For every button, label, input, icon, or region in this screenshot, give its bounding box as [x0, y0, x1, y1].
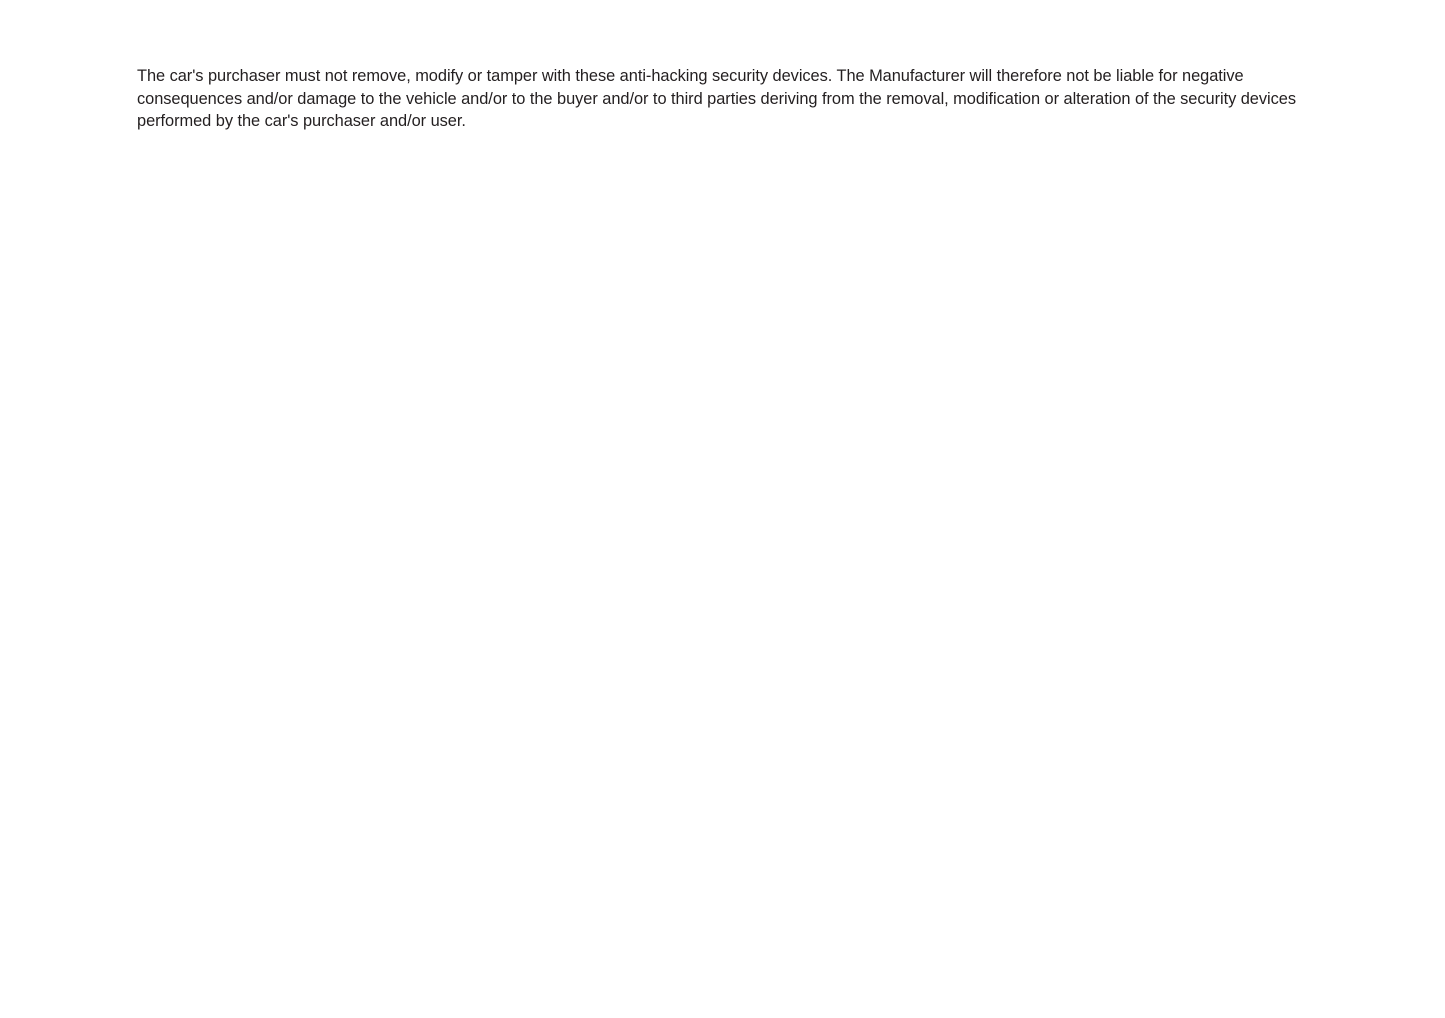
anti-hacking-notice-paragraph: The car's purchaser must not remove, modify or tamper with these anti-hacking security devices. The Manufacturer will therefore not be liable for negative consequences and/or damage to the vehicle and/or to the buyer and/or to third parties deriving from the removal, modification or alteration of the security devices performed by the car's purchaser and/or user. — [137, 67, 1301, 130]
